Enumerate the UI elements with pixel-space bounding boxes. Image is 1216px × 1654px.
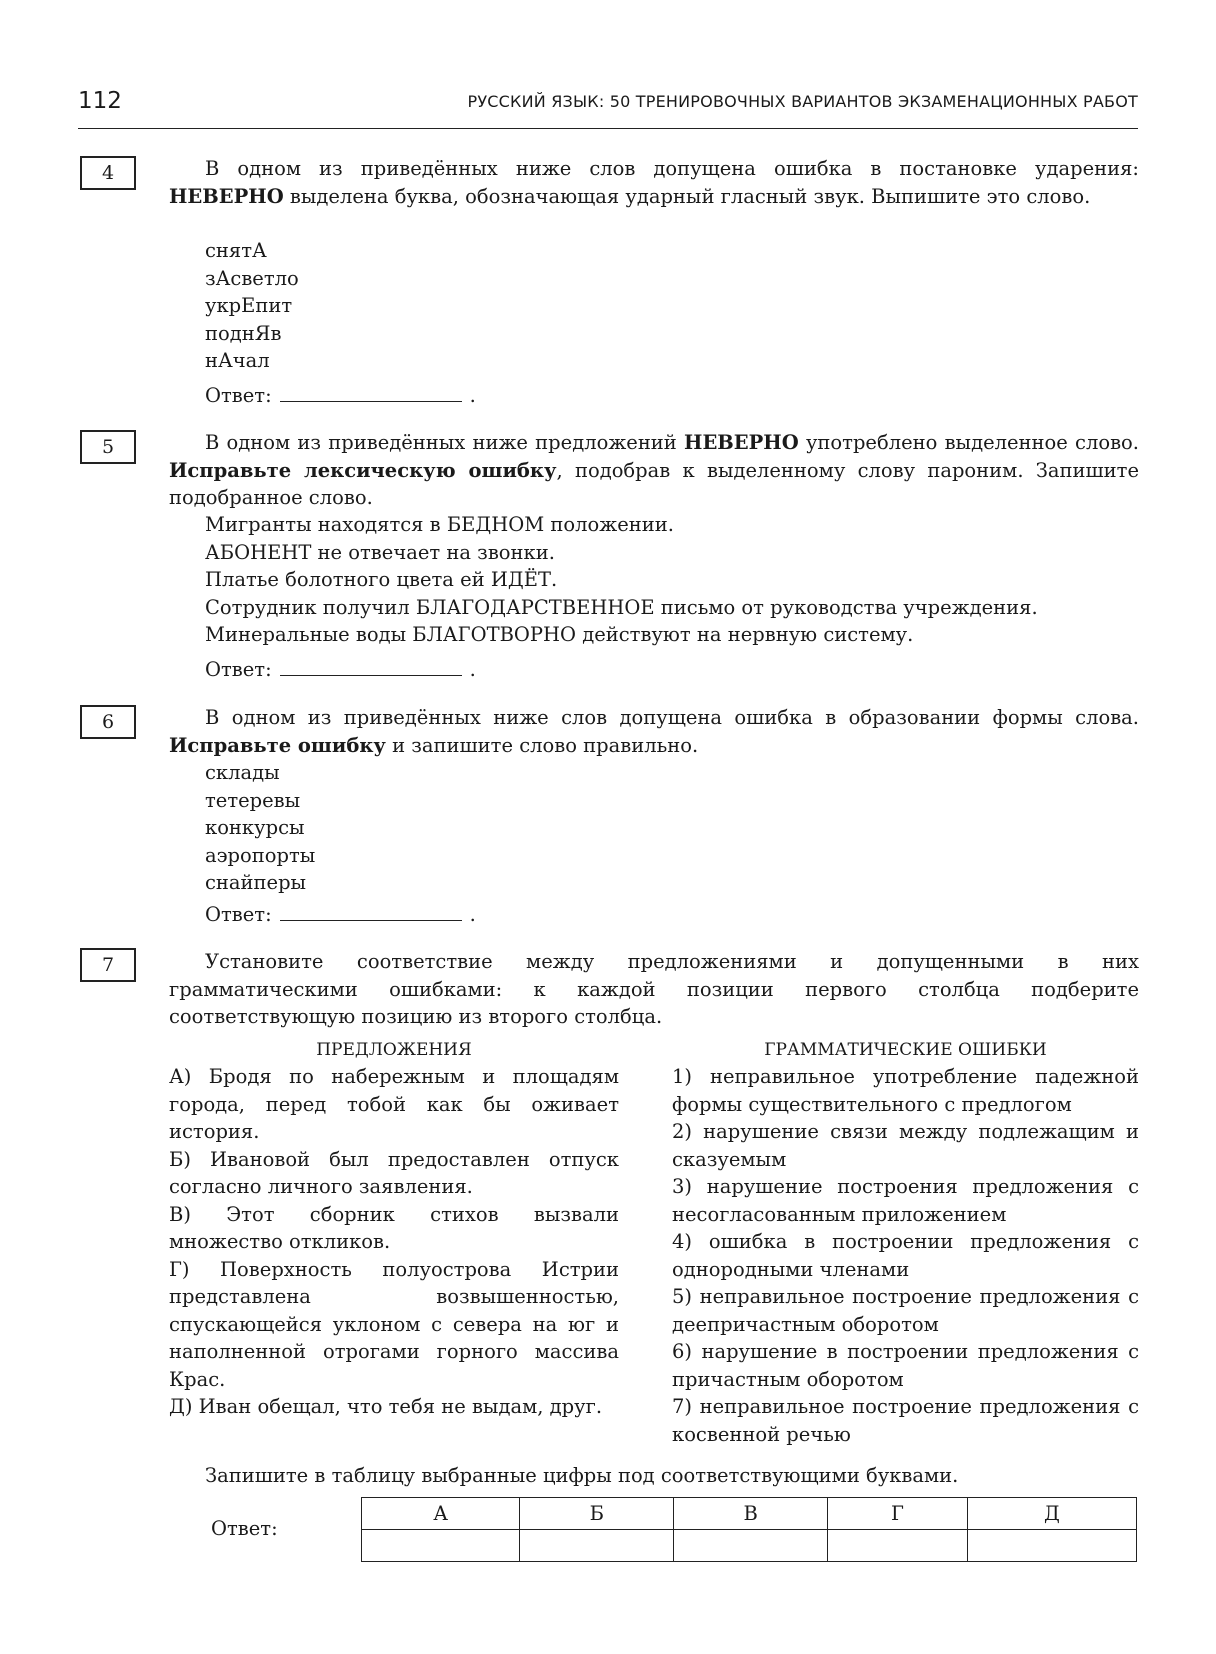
table-letter-cell: Д xyxy=(967,1498,1136,1530)
list-item: нАчал xyxy=(205,349,270,372)
question-4-text: В одном из приведённых ниже слов допущена ошибка в постановке ударения: НЕВЕРНО выделена буква, обозначающая ударный гласный звук. Выпишите это слово. xyxy=(169,157,1139,208)
list-item: снятА xyxy=(205,239,267,262)
list-item: Платье болотного цвета ей ИДЁТ. xyxy=(205,568,558,591)
list-item: конкурсы xyxy=(205,816,305,839)
list-item: поднЯв xyxy=(205,321,282,345)
list-item: зАсветло xyxy=(205,266,299,290)
question-5-text: В одном из приведённых ниже предложений НЕВЕРНО употреблено выделенное слово. Исправьте лексическую ошибку, подобрав к выделенному слову пароним. Запишите подобранное слово. xyxy=(169,431,1140,509)
answer-label: Ответ: xyxy=(205,384,272,407)
answer-cell[interactable] xyxy=(828,1530,968,1562)
table-answer-row xyxy=(362,1530,1137,1562)
answer-cell[interactable] xyxy=(674,1530,828,1562)
question-7-text: Установите соответствие между предложениями и допущенными в них грамматическими ошибками: к каждой позиции первого столбца подберите соответствующую позицию из второго столбца. xyxy=(169,950,1139,1028)
sentences-column xyxy=(169,1063,619,1421)
list-item: АБОНЕНТ не отвечает на звонки. xyxy=(205,540,555,564)
answer-cell[interactable] xyxy=(967,1530,1136,1562)
answer-label: Ответ: xyxy=(205,658,272,681)
answer-label: Ответ: xyxy=(211,1517,278,1540)
list-item: аэропорты xyxy=(205,843,316,867)
error-item: 4) ошибка в построении предложения с однородными членами xyxy=(672,1230,1139,1281)
error-item: 7) неправильное построение предложения с косвенной речью xyxy=(672,1395,1139,1446)
book-title: РУССКИЙ ЯЗЫК: 50 ТРЕНИРОВОЧНЫХ ВАРИАНТОВ ЭКЗАМЕНАЦИОННЫХ РАБОТ xyxy=(467,92,1138,111)
table-header-row xyxy=(362,1498,1137,1530)
table-letter-cell: В xyxy=(674,1498,828,1530)
answer-input-line[interactable] xyxy=(280,657,462,676)
list-item: тетеревы xyxy=(205,788,301,812)
errors-column xyxy=(672,1063,1139,1448)
page-number: 112 xyxy=(78,88,122,114)
question-6-text: В одном из приведённых ниже слов допущена ошибка в образовании формы слова. Исправьте ошибку и запишите слово правильно. xyxy=(169,706,1139,757)
sentence-item: Г) Поверхность полуострова Истрии представлена возвышенностью, спускающейся уклоном с севера на юг и наполненной отрогами горного массива Крас. xyxy=(169,1257,619,1391)
answer-row: Ответ: . xyxy=(205,384,476,407)
answer-cell[interactable] xyxy=(520,1530,674,1562)
error-item: 5) неправильное построение предложения с деепричастным оборотом xyxy=(672,1285,1139,1336)
errors-column-header: ГРАММАТИЧЕСКИЕ ОШИБКИ xyxy=(764,1040,1047,1060)
answer-input-line[interactable] xyxy=(280,383,462,402)
list-item: укрЕпит xyxy=(205,294,293,317)
list-item: склады xyxy=(205,761,280,784)
list-item: Сотрудник получил БЛАГОДАРСТВЕННОЕ письмо от руководства учреждения. xyxy=(205,595,1038,619)
error-item: 6) нарушение в построении предложения с причастным оборотом xyxy=(672,1340,1139,1391)
question-number-box: 5 xyxy=(80,430,136,464)
answer-cell[interactable] xyxy=(362,1530,520,1562)
question-number-box: 7 xyxy=(80,948,136,982)
question-4-options xyxy=(205,237,299,375)
question-6-options xyxy=(205,759,315,897)
question-number-box: 4 xyxy=(80,156,136,190)
error-item: 2) нарушение связи между подлежащим и сказуемым xyxy=(672,1120,1139,1171)
sentence-item: Б) Ивановой был предоставлен отпуск согласно личного заявления. xyxy=(169,1147,619,1198)
list-item: Минеральные воды БЛАГОТВОРНО действуют на нервную систему. xyxy=(205,623,914,646)
answer-row: Ответ: . xyxy=(205,658,476,681)
sentence-item: А) Бродя по набережным и площадям города, перед тобой как бы оживает история. xyxy=(169,1065,619,1143)
sentences-column-header: ПРЕДЛОЖЕНИЯ xyxy=(316,1040,472,1060)
table-letter-cell: А xyxy=(362,1498,520,1530)
error-item: 1) неправильное употребление падежной формы существительного с предлогом xyxy=(672,1065,1139,1116)
question-5-options xyxy=(205,511,1038,649)
answer-input-line[interactable] xyxy=(280,902,462,921)
answer-row: Ответ: . xyxy=(205,903,476,926)
list-item: Мигранты находятся в БЕДНОМ положении. xyxy=(205,513,674,536)
error-item: 3) нарушение построения предложения с несогласованным приложением xyxy=(672,1175,1139,1226)
question-number-box: 6 xyxy=(80,705,136,739)
sentence-item: В) Этот сборник стихов вызвали множество откликов. xyxy=(169,1202,619,1253)
answer-label: Ответ: xyxy=(205,903,272,926)
page-header xyxy=(78,88,1138,129)
list-item: снайперы xyxy=(205,871,307,894)
table-instruction: Запишите в таблицу выбранные цифры под соответствующими буквами. xyxy=(205,1464,959,1487)
sentence-item: Д) Иван обещал, что тебя не выдам, друг. xyxy=(169,1395,603,1418)
answer-table xyxy=(361,1497,1137,1562)
table-letter-cell: Г xyxy=(828,1498,968,1530)
table-letter-cell: Б xyxy=(520,1498,674,1530)
